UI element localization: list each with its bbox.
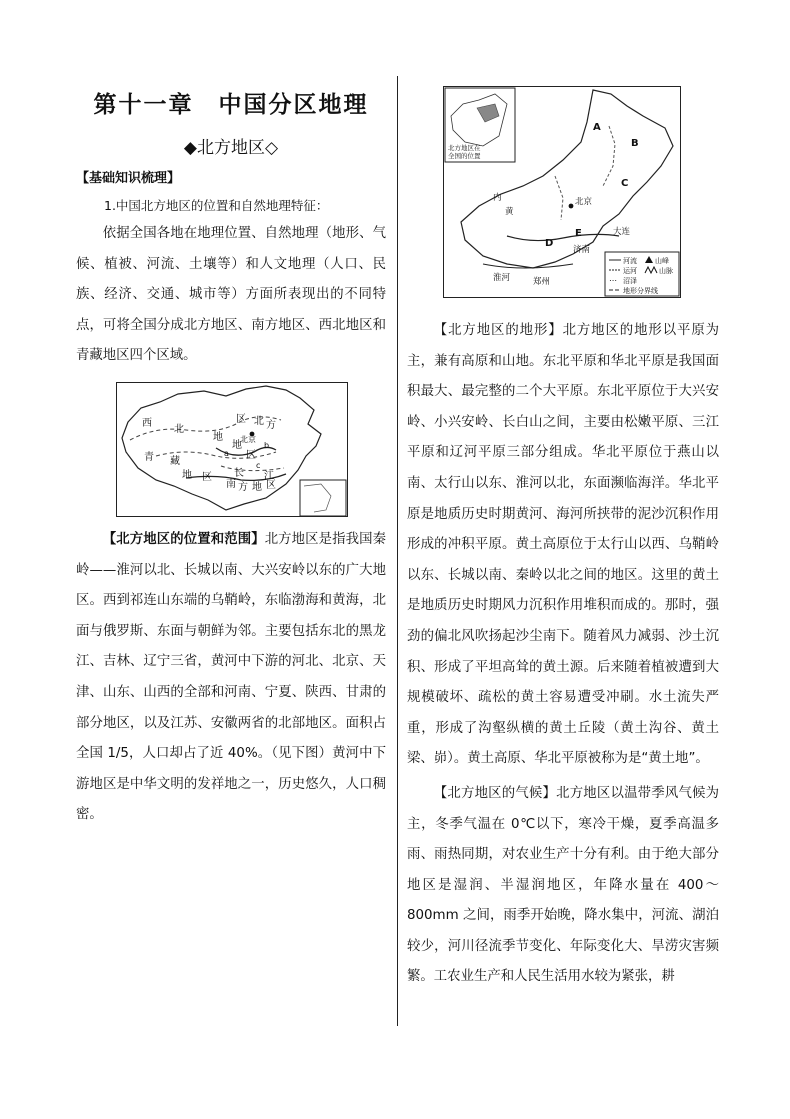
terrain-paragraph [407,316,719,775]
map-label: 长 [234,467,244,479]
legend-item: 山峰 [655,257,669,265]
inset-caption: 全国的位置 [448,152,481,160]
map-label: 藏 [170,455,180,467]
legend-item: 地形分界线 [623,287,658,295]
chapter-title: 第十一章 中国分区地理 [93,91,369,118]
map-label: 淮河 [493,273,511,283]
map-label: 大连 [613,227,631,237]
section-title: ◆北方地区◇ [183,138,279,158]
left-column [76,78,386,831]
map-label: 江 [264,470,274,482]
item-1-heading: 1.中国北方地区的位置和自然地理特征： [104,198,329,213]
map-label: 区 [246,449,256,461]
map-label: 区 [236,413,246,425]
map-label: C [621,178,629,189]
right-column [407,78,719,993]
map-label: 方 [238,481,248,493]
china-regions-map [116,382,348,517]
map-label: 北 [174,423,184,435]
north-region-map [443,86,681,298]
map-label: 地 [232,439,242,451]
position-text: 北方地区是指我国秦岭——淮河以北、长城以南、大兴安岭以东的广大地区。西到祁连山东端的乌鞘岭，东临渤海和黄海，北面与俄罗斯、东面与朝鲜为邻。主要包括东北的黑龙江、吉林、辽宁三省，黄河中下游的河北、北京、天津、山东、山西的全部和河南、宁夏、陕西、甘肃的部分地区，以及江苏、安徽两省的北部地区。面积占全国 1/5，人口却占了近 40%。（见下图）黄河中下游地区是中华文明的发祥地之一，历史悠久，人口稠密。 [76,531,387,823]
legend-item: 山脉 [659,267,673,275]
legend-item: 河流 [623,257,637,265]
map-label: 济南 [573,245,591,255]
map-label: A [593,122,601,133]
terrain-label: 【北方地区的地形】 [433,323,563,338]
map-label: 地 [213,431,223,443]
map-label: 郑州 [533,277,551,287]
intro-paragraph: 依据全国各地在地理位置、自然地理（地形、气候、植被、河流、土壤等）和人文地理（人口、民族、经济、交通、城市等）方面所表现出的不同特点，可将全国分成北方地区、南方地区、西北地区和青藏地区四个区域。 [76,226,386,364]
map-label: 西 [142,417,152,429]
map-label: 北京 [575,197,593,207]
legend-item: 沼泽 [623,277,637,285]
position-paragraph [76,525,386,831]
svg-text:⋯: ⋯ [609,276,617,285]
map-label: 黄 [505,207,514,217]
map-label: c [256,460,261,470]
map-label: a [224,448,229,458]
map-label: 青 [144,451,154,463]
map-label: 地 [252,481,262,493]
map-label: 北 [254,415,264,427]
climate-paragraph [407,779,719,993]
map-label: E [575,228,582,239]
map-legend [605,252,679,296]
climate-text: 北方地区以温带季风气候为主，冬季气温在 0℃以下，寒冷干燥，夏季高温多雨、雨热同期，对农业生产十分有利。由于绝大部分地区是湿润、半湿润地区，年降水量在 400～800mm 之间，雨季开始晚，降水集中，河流、湖泊较少，河川径流季节变化、年际变化大、旱涝灾害频繁。工农业生产和人民生活用水较为紧张，耕 [407,785,720,985]
map-label: 方 [266,419,276,431]
terrain-text: 北方地区的地形以平原为主，兼有高原和山地。东北平原和华北平原是我国面积最大、最完整的二个大平原。东北平原位于大兴安岭、小兴安岭、长白山之间，主要由松嫩平原、三江平原和辽河平原三部分组成。华北平原位于燕山以南、太行山以东、淮河以北，东面濒临海洋。华北平原是地质历史时期黄河、海河所挟带的泥沙沉积作用形成的冲积平原。黄土高原位于太行山以西、乌鞘岭以东、长城以南、秦岭以北之间的地区。这里的黄土是地质历史时期风力沉积作用堆积而成的。那时，强劲的偏北风吹扬起沙尘南下。随着风力减弱、沙土沉积、形成了平坦高耸的黄土源。后来随着植被遭到大规模破坏、疏松的黄土容易遭受冲刷。水土流失严重，形成了沟壑纵横的黄土丘陵（黄土沟谷、黄土梁、峁）。黄土高原、华北平原被称为是“黄土地”。 [407,323,720,767]
map-label: 北京 [240,434,256,444]
map-label: 内 [493,193,502,203]
legend-item: 运河 [623,267,637,275]
beijing-marker [569,204,574,209]
column-divider [397,76,398,1026]
map-label: 区 [202,471,212,483]
position-label: 【北方地区的位置和范围】 [102,531,265,547]
map-label: B [631,138,639,149]
map-label: 区 [266,479,276,491]
climate-label: 【北方地区的气候】 [433,785,557,801]
map-label: 地 [182,469,192,481]
map-label: D [545,238,554,249]
map-label: b [264,440,270,450]
inset-caption: 北方地区在 [448,144,481,152]
map-label: 南 [226,478,236,490]
basic-knowledge-label: 【基础知识梳理】 [76,171,181,186]
